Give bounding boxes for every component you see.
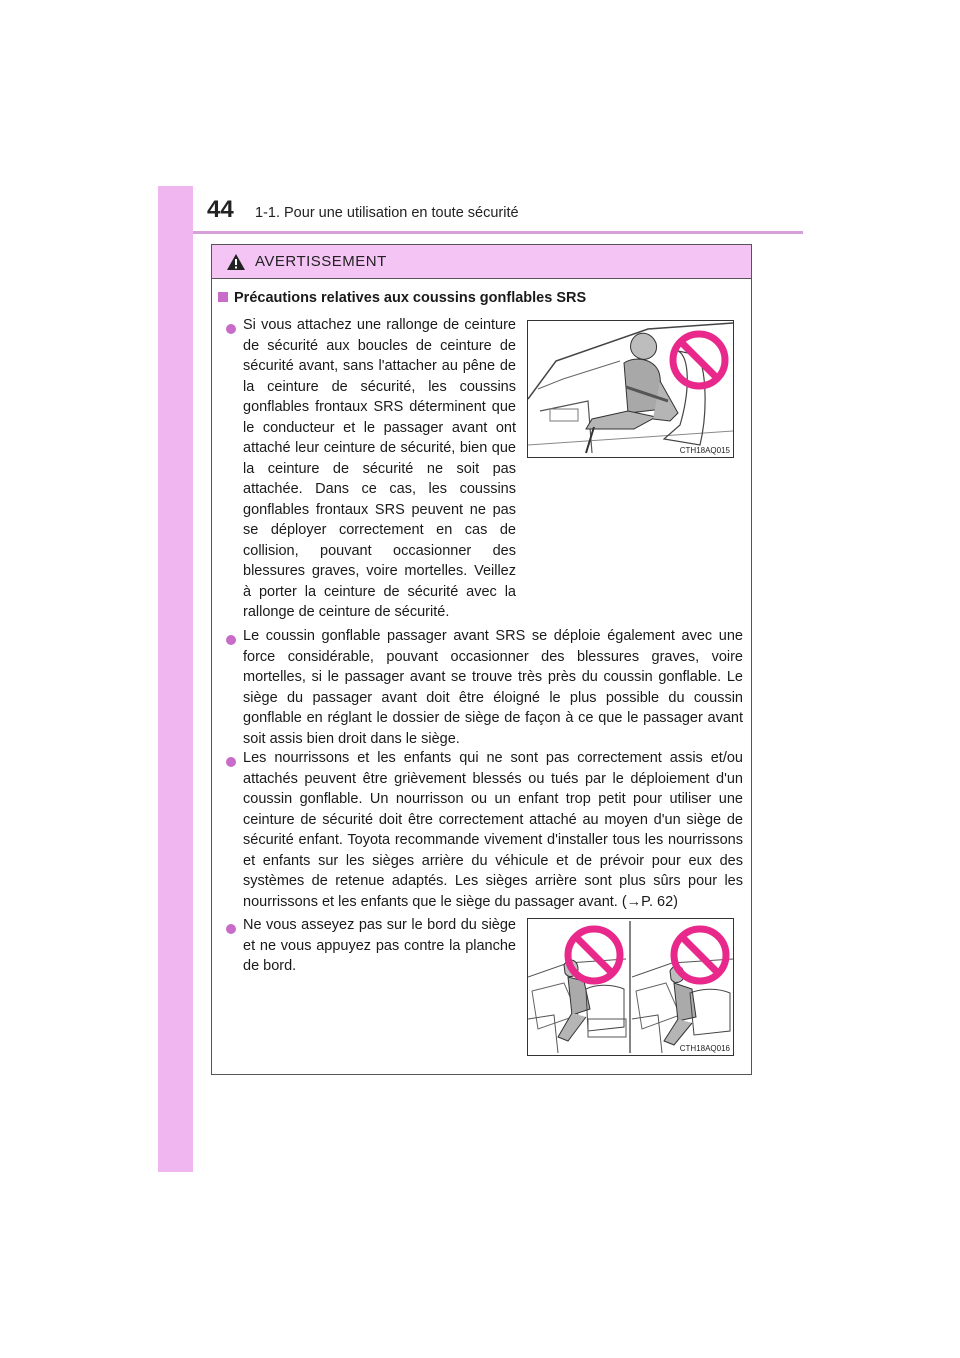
warning-header (212, 245, 751, 279)
seatbelt-illustration (528, 321, 733, 457)
figure-code: CTH18AQ016 (679, 1044, 730, 1053)
square-bullet-icon (218, 292, 228, 302)
bullet-item-1: Si vous attachez une rallonge de ceinture de sécurité aux boucles de ceinture de sécurité avant, sans l'attacher au pêne de la ceinture de sécurité, les coussins gonflables frontaux SRS déterminent que le conducteur et le passager avant ont attaché leur ceinture de sécurité, bien que la ceinture de sécurité ne soit pas attachée. Dans ce cas, les coussins gonflables frontaux SRS peuvent ne pas se déployer correctement en cas de collision, pouvant occasionner des blessures graves, voire mortelles. Veillez à porter la ceinture de sécurité avec la rallonge de ceinture de sécurité. (243, 317, 516, 620)
warning-triangle-icon (226, 253, 246, 271)
bullet-item-2: Le coussin gonflable passager avant SRS se déploie également avec une force considérable, pouvant occasionner des blessures graves, voire mortelles, si le passager avant se trouve très près du coussin gonflable. Le siège du passager avant doit être éloigné le plus possible du coussin gonflable en réglant le dossier de siège de façon à ce que le passager avant soit assis bien droit dans le siège. (243, 628, 743, 747)
warning-title: AVERTISSEMENT (255, 253, 387, 270)
page-number: 44 (207, 196, 234, 223)
subheading (218, 290, 586, 306)
header-rule (193, 231, 803, 234)
figure-seating-position (527, 918, 734, 1056)
figure-code: CTH18AQ015 (679, 446, 730, 455)
seating-illustration (528, 919, 733, 1055)
bullet-dot-icon (226, 324, 236, 334)
bullet-dot-icon (226, 924, 236, 934)
bullet-item-4: Ne vous asseyez pas sur le bord du siège et ne vous appuyez pas contre la planche de bord. (243, 917, 516, 974)
bullet-item-3: Les nourrissons et les enfants qui ne sont pas correctement assis et/ou attachés peuvent être grièvement blessés ou tués par le déploiement d'un coussin gonflable. Un nourrisson ou un enfant trop petit pour utiliser une ceinture de sécurité doit être correctement attaché au moyen d'un siège de sécurité enfant. Toyota recommande vivement d'installer tous les nourrissons et enfants sur les sièges arrière du véhicule et de prévoir pour eux des systèmes de retenue adaptés. Les sièges arrière sont plus sûrs pour les nourrissons et les enfants que le siège du passager avant. (→P. 62) (243, 750, 743, 910)
section-title: 1-1. Pour une utilisation en toute sécurité (255, 205, 519, 221)
subheading-text: Précautions relatives aux coussins gonflables SRS (234, 290, 587, 306)
side-tab (158, 186, 193, 1172)
bullet-dot-icon (226, 757, 236, 767)
bullet-dot-icon (226, 635, 236, 645)
figure-seatbelt-extender (527, 320, 734, 458)
